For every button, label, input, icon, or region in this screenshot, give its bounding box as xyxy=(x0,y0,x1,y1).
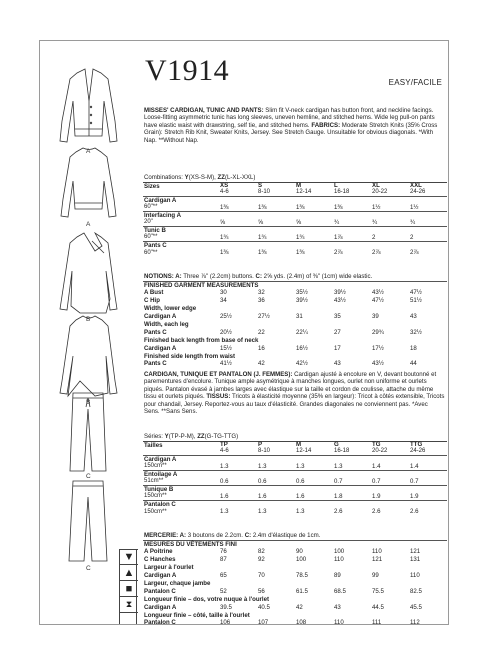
measurement-value: 112 xyxy=(410,619,420,625)
measurement-value: 82.5 xyxy=(410,587,422,595)
down-triangle-icon: ▼ xyxy=(120,549,138,565)
description-title: CARDIGAN, TUNIQUE ET PANTALON (J. FEMMES): xyxy=(144,371,293,378)
table-cell: 1.3 xyxy=(257,501,295,516)
row-fabric-width: 20" xyxy=(144,219,153,226)
pattern-envelope-back xyxy=(39,40,449,625)
table-cell: 2.6 xyxy=(371,501,409,516)
measurement-heading: Finished back length from base of neck xyxy=(144,336,259,344)
row-title: Interfacing A xyxy=(144,211,182,219)
figure-label: A xyxy=(86,148,91,155)
measurement-value: 75.5 xyxy=(372,587,384,595)
measurement-value: 35 xyxy=(334,313,341,321)
table-cell: ¾ xyxy=(371,211,409,226)
measurement-value: 107 xyxy=(258,619,269,625)
measurement-row xyxy=(143,289,447,297)
table-cell: 1⅞ xyxy=(333,227,371,242)
size-header-cell xyxy=(371,183,409,197)
section-title-row xyxy=(143,541,447,549)
measurement-row xyxy=(143,337,447,345)
measurement-value: 92 xyxy=(258,556,265,564)
row-title: Pantalon C xyxy=(144,501,176,509)
measurement-heading: Largeur à l'ourlet xyxy=(144,564,194,572)
tunic-front-drawing xyxy=(60,233,117,313)
table-cell: ¾ xyxy=(409,211,447,226)
measurement-row xyxy=(143,612,447,620)
measurement-label: Pants C xyxy=(144,328,167,336)
measurement-value: 111 xyxy=(372,619,382,625)
notions-english: NOTIONS: A: Three ⅞" (2.2cm) buttons. C: 2⅝ yds. (2.4m) of ⅜" (1cm) wide elastic. xyxy=(144,273,373,280)
measurement-label: Cardigan A xyxy=(144,313,177,321)
description-english xyxy=(144,107,445,144)
table-row xyxy=(143,501,447,516)
measurement-value: 100 xyxy=(296,556,307,564)
measurement-row xyxy=(143,572,447,580)
finished-measurements-english xyxy=(143,281,447,368)
row-title: Cardigan A xyxy=(144,196,177,204)
difficulty-label: EASY/FACILE xyxy=(388,78,442,87)
row-title: Pants C xyxy=(144,242,167,250)
combinations-english: Combinations: Y(XS-S-M), ZZ(L-XL-XXL) xyxy=(144,174,256,181)
measurement-value: 39½ xyxy=(296,297,308,305)
row-fabric-width: 51cm** xyxy=(144,478,164,485)
measurement-value: 52 xyxy=(220,587,227,595)
measurement-heading: Largeur, chaque jambe xyxy=(144,579,211,587)
measurement-row xyxy=(143,305,447,313)
size-header-cell xyxy=(219,442,257,456)
measurement-value: 16½ xyxy=(296,344,308,352)
measurement-heading: Longueur finie – côté, taille à l'ourlet xyxy=(144,611,250,619)
table-cell: 1⅜ xyxy=(257,242,295,257)
measurement-value: 87 xyxy=(220,556,227,564)
measurement-row xyxy=(143,580,447,588)
up-triangle-icon: ▲ xyxy=(120,565,138,581)
size-header-cell xyxy=(409,183,447,197)
row-fabric-width: 150cm** xyxy=(144,493,167,500)
measurement-value: 17 xyxy=(334,344,341,352)
measurement-label: C Hip xyxy=(144,297,160,305)
size-header-cell xyxy=(333,442,371,456)
description-title: MISSES' CARDIGAN, TUNIC AND PANTS: xyxy=(144,107,264,114)
size-range: 24-26 xyxy=(410,448,426,454)
measurement-value: 18 xyxy=(410,344,417,352)
table-row xyxy=(143,470,447,485)
row-label xyxy=(143,486,219,501)
measurement-value: 39½ xyxy=(334,289,346,297)
description-french xyxy=(144,371,445,415)
measurement-row xyxy=(143,353,447,361)
fabrics-label: FABRICS: xyxy=(311,121,341,129)
measurement-value: 22 xyxy=(258,328,265,336)
measurement-value: 30 xyxy=(220,289,227,297)
size-code: L xyxy=(334,182,338,189)
triangle-pair-icon: ⧗ xyxy=(120,597,138,613)
table-cell: 2 xyxy=(371,227,409,242)
pants-back-drawing xyxy=(69,481,107,561)
table-cell: 1.4 xyxy=(371,455,409,470)
measurement-value: 34 xyxy=(220,297,227,305)
table-cell: 1⅜ xyxy=(333,196,371,211)
garment-illustrations xyxy=(40,41,140,625)
measurement-value: 16 xyxy=(258,344,265,352)
measurement-value: 82 xyxy=(258,548,265,556)
measurement-value: 110 xyxy=(372,548,382,556)
measurement-label: Cardigan A xyxy=(144,603,177,611)
tunic-back-drawing xyxy=(60,316,117,396)
measurement-row xyxy=(143,604,447,612)
table-cell: 1.6 xyxy=(219,486,257,501)
table-cell: 1.4 xyxy=(409,455,447,470)
table-cell: 1.3 xyxy=(333,455,371,470)
measurement-value: 27½ xyxy=(258,313,270,321)
square-icon: ■ xyxy=(120,581,138,597)
measurement-value: 39 xyxy=(372,313,379,321)
size-code: S xyxy=(258,182,263,189)
measurement-value: 43 xyxy=(410,313,417,321)
row-fabric-width: 60"** xyxy=(144,234,158,241)
measurement-value: 32½ xyxy=(410,328,422,336)
table-cell: 2⅞ xyxy=(371,242,409,257)
size-header-cell xyxy=(295,442,333,456)
size-header-cell xyxy=(257,442,295,456)
measurement-value: 121 xyxy=(372,556,383,564)
size-header-cell xyxy=(371,442,409,456)
size-code: XS xyxy=(220,182,229,189)
size-header-label: Tailles xyxy=(143,442,219,456)
row-fabric-width: 60"** xyxy=(144,249,158,256)
section-title-row xyxy=(143,282,447,290)
measurement-value: 61.5 xyxy=(296,587,308,595)
table-cell: 1.3 xyxy=(219,455,257,470)
pattern-number: V1914 xyxy=(145,54,230,87)
measurement-row xyxy=(143,564,447,572)
measurement-value: 89 xyxy=(334,572,341,580)
measurement-value: 27 xyxy=(334,328,341,336)
size-code: TG xyxy=(372,441,381,448)
table-row xyxy=(143,196,447,211)
size-range: 12-14 xyxy=(296,189,312,195)
row-label xyxy=(143,501,219,516)
measurement-value: 90 xyxy=(296,548,303,556)
table-cell: 1⅜ xyxy=(257,196,295,211)
notions-french: MERCERIE: A: 3 boutons de 2.2cm. C: 2.4m d'élastique de 1cm. xyxy=(144,532,321,539)
measurement-label: A Bust xyxy=(144,289,164,297)
table-cell: 0.7 xyxy=(371,470,409,485)
table-header-row xyxy=(143,442,447,456)
table-cell: 0.7 xyxy=(333,470,371,485)
table-cell: 1.6 xyxy=(295,486,333,501)
table-cell: 2⅞ xyxy=(409,242,447,257)
table-cell: 1.3 xyxy=(295,455,333,470)
table-cell: 1⅜ xyxy=(295,242,333,257)
measurement-label: Cardigan A xyxy=(144,572,177,580)
measurement-value: 45.5 xyxy=(410,603,422,611)
size-range: 12-14 xyxy=(296,448,312,454)
row-title: Tunique B xyxy=(144,486,174,494)
table-cell: 1¾ xyxy=(219,227,257,242)
measurement-value: 131 xyxy=(410,556,421,564)
row-fabric-width: 60"** xyxy=(144,203,158,210)
table-row xyxy=(143,242,447,257)
measurement-value: 99 xyxy=(372,572,379,580)
measurement-value: 42 xyxy=(258,360,265,368)
table-cell: 2⅞ xyxy=(333,242,371,257)
fabrics-label: TISSUS: xyxy=(206,393,231,401)
measurement-row xyxy=(143,297,447,305)
row-title: Entoilage A xyxy=(144,470,178,478)
measurement-value: 29¾ xyxy=(372,328,384,336)
fabrics-text: Tricots à élasticité moyenne (35% en largeur): Tricot à côtés extensible, Tricots pour chandail, Jersey. Reportez-vous au taux d'élasticité. Grandes diagonales ne conviennent pas. *Avec Sens. **Sans Sens. xyxy=(144,393,445,416)
measurement-row xyxy=(143,329,447,337)
row-fabric-width: 150cm** xyxy=(144,508,167,515)
size-range: 24-26 xyxy=(410,189,426,195)
measurement-row xyxy=(143,313,447,321)
table-cell: 0.6 xyxy=(257,470,295,485)
measurement-value: 36 xyxy=(258,297,265,305)
measurement-value: 43½ xyxy=(334,297,346,305)
table-cell: 0.6 xyxy=(219,470,257,485)
measurement-row xyxy=(143,596,447,604)
measurement-value: 70 xyxy=(258,572,265,580)
size-header-cell xyxy=(219,183,257,197)
measurement-heading: Finished side length from waist xyxy=(144,352,236,360)
size-code: XL xyxy=(372,182,380,189)
size-range: 20-22 xyxy=(372,448,388,454)
table-cell: 1.3 xyxy=(257,455,295,470)
table-header-row xyxy=(143,183,447,197)
row-title: Tunic B xyxy=(144,227,166,235)
size-range: 4-6 xyxy=(220,448,229,454)
measurement-value: 47½ xyxy=(372,297,384,305)
measurement-value: 43 xyxy=(334,603,341,611)
figure-label: C xyxy=(86,565,91,572)
table-cell: 1½ xyxy=(409,196,447,211)
measurement-value: 100 xyxy=(334,548,345,556)
measurement-value: 43½ xyxy=(372,289,384,297)
measurement-value: 43 xyxy=(334,360,341,368)
measurement-value: 121 xyxy=(410,548,421,556)
table-cell: 1.3 xyxy=(219,501,257,516)
measurement-value: 43½ xyxy=(372,360,384,368)
measurement-value: 44.5 xyxy=(372,603,384,611)
table-cell: ⅝ xyxy=(295,211,333,226)
size-range: 4-6 xyxy=(220,189,229,195)
measurement-value: 76 xyxy=(220,548,227,556)
size-header-cell xyxy=(409,442,447,456)
size-range: 20-22 xyxy=(372,189,388,195)
measurement-label: C Hanches xyxy=(144,556,176,564)
table-cell: 1.6 xyxy=(257,486,295,501)
table-cell: 1.3 xyxy=(295,501,333,516)
measurement-value: 42 xyxy=(296,603,303,611)
size-code: TP xyxy=(220,441,228,448)
table-cell: 1¾ xyxy=(257,227,295,242)
measurement-value: 68.5 xyxy=(334,587,346,595)
finished-measurements-french xyxy=(143,540,447,625)
size-range: 16-18 xyxy=(334,189,350,195)
table-row xyxy=(143,227,447,242)
description-body: Cardigan ajusté à encolure en V, devant boutonné et parementures d'encolure. Tunique ample asymétrique à manches longues, ourlet non uniforme et ourlets piqués. Pantalon évasé à jambes larges avec élastique sur la taille et cordon de coulisse, attache du même tissu et ourlets piqués. xyxy=(144,371,437,401)
measurement-row xyxy=(143,556,447,564)
table-cell: ¾ xyxy=(333,211,371,226)
size-code: XXL xyxy=(410,182,422,189)
section-title: FINISHED GARMENT MEASUREMENTS xyxy=(143,282,447,290)
yardage-table-french xyxy=(143,441,447,516)
table-cell: 1⅜ xyxy=(295,196,333,211)
measurement-heading: Width, lower edge xyxy=(144,305,197,313)
table-cell: 1⅜ xyxy=(219,196,257,211)
measurement-value: 31 xyxy=(296,313,303,321)
symbol-legend xyxy=(119,549,137,625)
table-cell: ⅝ xyxy=(219,211,257,226)
measurement-value: 47½ xyxy=(410,289,422,297)
row-fabric-width: 150cm** xyxy=(144,462,167,469)
fabrics-text: Moderate Stretch Knits (35% Cross Grain): Stretch Rib Knit, Sweater Knits, Jersey. See Stretch Gauge. Unsuitable for obvious diagonals. *With Nap. **Without Nap. xyxy=(144,121,438,144)
measurement-label: Pantalon C xyxy=(144,619,176,625)
figure-label: C xyxy=(86,473,91,480)
size-header-cell xyxy=(295,183,333,197)
cardigan-back-drawing xyxy=(61,148,116,217)
row-label xyxy=(143,455,219,470)
description-body: Slim fit V-neck cardigan has button front, and neckline facings. Loose-fitting asymmetric tunic has long sleeves, uneven hemline, and stitched hems. Wide leg pull-on pants have elastic waist with drawstring, self tie, and stitched hems. xyxy=(144,107,435,129)
section-title: MESURES DU VÊTEMENTS FINI xyxy=(143,541,447,549)
measurement-value: 42½ xyxy=(296,360,308,368)
measurement-label: Pants C xyxy=(144,360,167,368)
measurement-value: 15½ xyxy=(220,344,232,352)
table-row xyxy=(143,211,447,226)
measurement-heading: Width, each leg xyxy=(144,320,189,328)
measurement-value: 110 xyxy=(334,556,344,564)
table-cell: 1.9 xyxy=(371,486,409,501)
measurement-value: 51½ xyxy=(410,297,422,305)
row-title: Cardigan A xyxy=(144,455,177,463)
measurement-heading: Longueur finie – dos, votre nuque à l'ourlet xyxy=(144,595,270,603)
size-code: M xyxy=(296,182,302,189)
size-header-cell xyxy=(257,183,295,197)
table-cell: 1½ xyxy=(371,196,409,211)
measurement-value: 110 xyxy=(410,572,420,580)
measurement-value: 35½ xyxy=(296,289,308,297)
size-header-label: Sizes xyxy=(143,183,219,197)
measurement-label: A Poitrine xyxy=(144,548,173,556)
measurement-value: 32 xyxy=(258,289,265,297)
measurement-value: 40.5 xyxy=(258,603,270,611)
table-cell: 1⅜ xyxy=(219,242,257,257)
measurement-label: Pantalon C xyxy=(144,587,176,595)
table-cell: 1.9 xyxy=(409,486,447,501)
table-cell: 2.6 xyxy=(409,501,447,516)
pattern-info-column xyxy=(142,41,448,625)
yardage-table-english xyxy=(143,182,447,257)
figure-label: A xyxy=(86,221,91,228)
size-range: 8-10 xyxy=(258,189,271,195)
table-cell: 0.6 xyxy=(295,470,333,485)
measurement-value: 110 xyxy=(334,619,344,625)
combinations-french: Séries: Y(TP-P-M), ZZ(G-TG-TTG) xyxy=(144,433,239,440)
table-row xyxy=(143,455,447,470)
measurement-value: 108 xyxy=(296,619,307,625)
size-header-cell xyxy=(333,183,371,197)
size-code: TTG xyxy=(410,441,423,448)
measurement-row xyxy=(143,619,447,625)
table-cell: 2.6 xyxy=(333,501,371,516)
measurement-value: 17½ xyxy=(372,344,384,352)
cardigan-front-drawing xyxy=(60,69,117,142)
row-label xyxy=(143,470,219,485)
measurement-value: 65 xyxy=(220,572,227,580)
measurement-value: 39.5 xyxy=(220,603,232,611)
measurement-row xyxy=(143,321,447,329)
table-cell: 0.7 xyxy=(409,470,447,485)
size-range: 16-18 xyxy=(334,448,350,454)
measurement-value: 20½ xyxy=(220,328,232,336)
row-label xyxy=(143,196,219,211)
measurement-row xyxy=(143,588,447,596)
table-cell: 2 xyxy=(409,227,447,242)
measurement-value: 41½ xyxy=(220,360,232,368)
measurement-row xyxy=(143,345,447,353)
measurement-value: 56 xyxy=(258,587,265,595)
table-cell: ⅝ xyxy=(257,211,295,226)
figure-label: B xyxy=(86,316,91,323)
measurement-row xyxy=(143,360,447,368)
row-label xyxy=(143,227,219,242)
row-label xyxy=(143,242,219,257)
measurement-value: 44 xyxy=(410,360,417,368)
measurement-label: Cardigan A xyxy=(144,344,177,352)
figure-label: B xyxy=(86,399,91,406)
table-cell: 1.8 xyxy=(333,486,371,501)
size-code: G xyxy=(334,441,339,448)
measurement-value: 25½ xyxy=(220,313,232,321)
table-row xyxy=(143,486,447,501)
table-cell: 1¾ xyxy=(295,227,333,242)
measurement-value: 106 xyxy=(220,619,231,625)
row-label xyxy=(143,211,219,226)
measurement-row xyxy=(143,548,447,556)
size-range: 8-10 xyxy=(258,448,271,454)
measurement-value: 22¼ xyxy=(296,328,308,336)
size-code: P xyxy=(258,441,263,448)
measurement-value: 78.5 xyxy=(296,572,308,580)
size-code: M xyxy=(296,441,302,448)
